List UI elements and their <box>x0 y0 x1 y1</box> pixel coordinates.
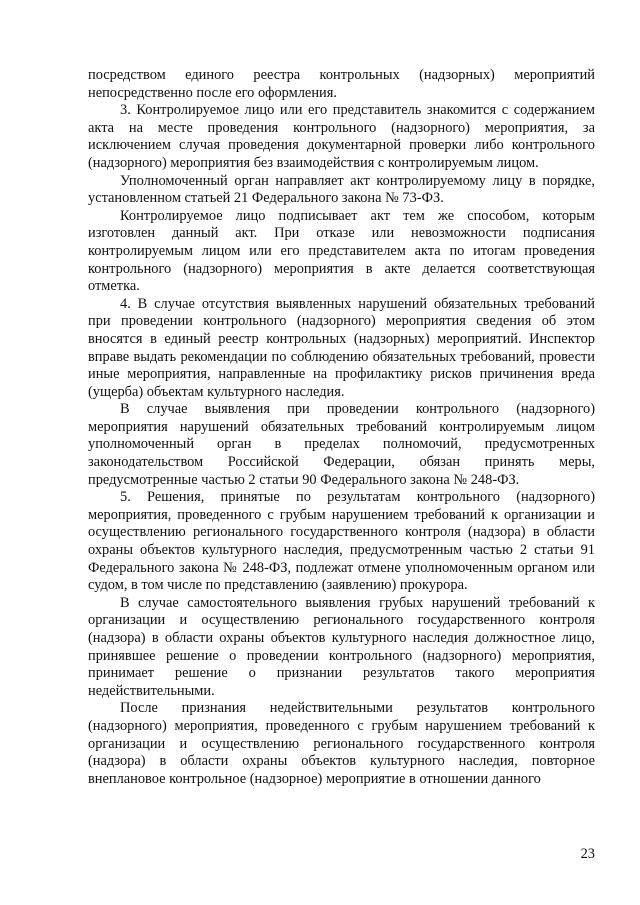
paragraph-item-5: 5. Решения, принятые по результатам контрольного (надзорного) мероприятия, проведенного с грубым нарушением требований к организации и осуществлению регионального государственного контроля (надзора) в области охраны объектов культурного наследия, предусмотренным частью 2 статьи 91 Федерального закона № 248-ФЗ, подлежат отмене уполномоченным органом или судом, в том числе по представлению (заявлению) прокурора. <box>88 489 595 594</box>
paragraph-after-invalidation: После признания недействительными результатов контрольного (надзорного) мероприятия, проведенного с грубым нарушением требований к организации и осуществлению регионального государственного контроля (надзора) в области охраны объектов культурного наследия, повторное внеплановое контрольное (надзорное) мероприятие в отношении данного <box>88 700 595 787</box>
paragraph-self-detection: В случае самостоятельного выявления грубых нарушений требований к организации и осуществлению регионального государственного контроля (надзора) в области охраны объектов культурного наследия должностное лицо, принявшее решение о проведении контрольного (надзорного) мероприятия, принимает решение о признании результатов такого мероприятия недействительными. <box>88 594 595 699</box>
paragraph-violations-found: В случае выявления при проведении контрольного (надзорного) мероприятия нарушений обязательных требований контролируемым лицом уполномоченный орган в пределах полномочий, предусмотренных законодательством Российской Федерации, обязан принять меры, предусмотренные частью 2 статьи 90 Федерального закона № 248-ФЗ. <box>88 401 595 488</box>
document-page <box>88 67 595 788</box>
paragraph-continuation: посредством единого реестра контрольных (надзорных) мероприятий непосредственно после его оформления. <box>88 67 595 101</box>
paragraph-item-4: 4. В случае отсутствия выявленных нарушений обязательных требований при проведении контрольного (надзорного) мероприятия сведения об этом вносятся в единый реестр контрольных (надзорных) мероприятий. Инспектор вправе выдать рекомендации по соблюдению обязательных требований, провести иные мероприятия, направленные на профилактику рисков причинения вреда (ущерба) объектам культурного наследия. <box>88 295 595 400</box>
paragraph-act-sending: Уполномоченный орган направляет акт контролируемому лицу в порядке, установленном статьей 21 Федерального закона № 73-ФЗ. <box>88 172 595 207</box>
paragraph-item-3: 3. Контролируемое лицо или его представитель знакомится с содержанием акта на месте проведения контрольного (надзорного) мероприятия, за исключением случая проведения документарной проверки либо контрольного (надзорного) мероприятия без взаимодействия с контролируемым лицом. <box>88 102 595 171</box>
paragraph-act-signing: Контролируемое лицо подписывает акт тем же способом, которым изготовлен данный акт. При отказе или невозможности подписания контролируемым лицом или его представителем акта по итогам проведения контрольного (надзорного) мероприятия в акте делается соответствующая отметка. <box>88 207 595 295</box>
page-number: 23 <box>580 846 595 862</box>
